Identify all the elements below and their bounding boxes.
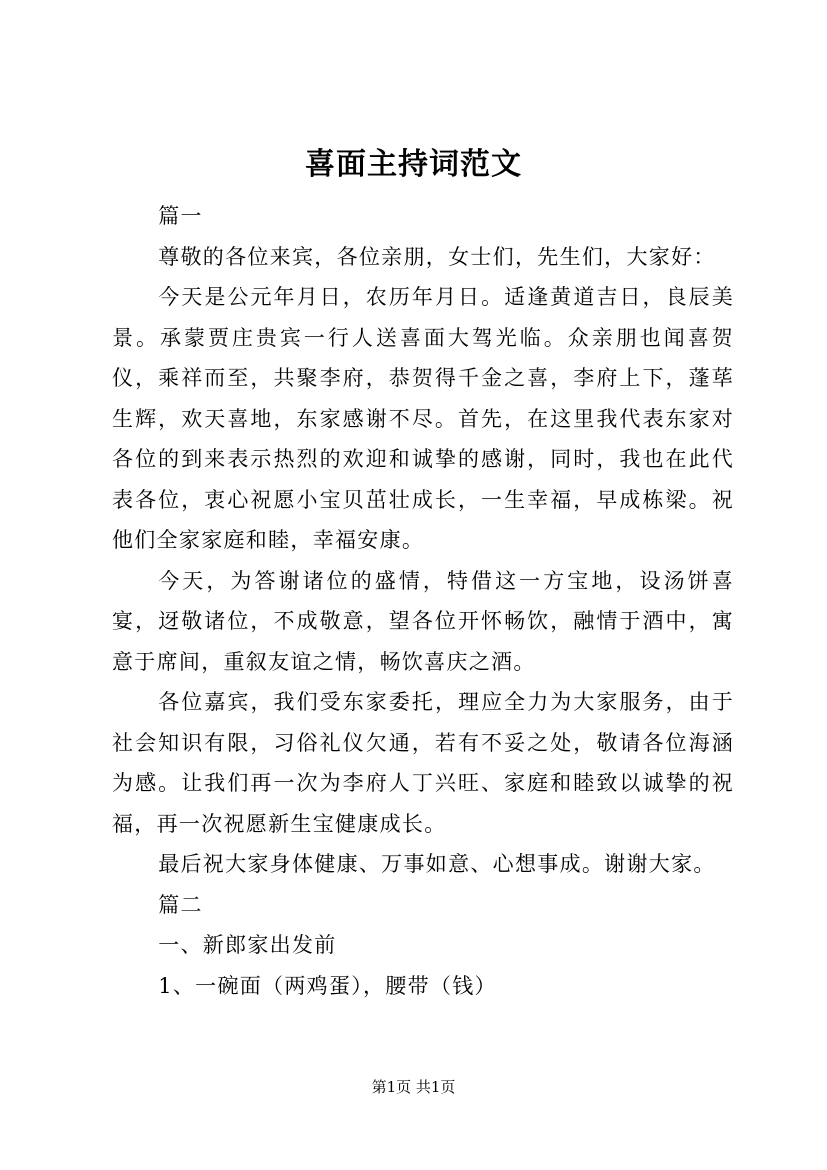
subsection-heading: 一、新郎家出发前 xyxy=(158,933,337,957)
document-title: 喜面主持词范文 xyxy=(305,147,522,182)
banquet-paragraph: 今天，为答谢诸位的盛情，特借这一方宝地，设汤饼喜宴，迓敬诸位，不成敬意，望各位开怀畅饮，融情于酒中，寓意于席间，重叙友谊之情，畅饮喜庆之酒。 xyxy=(112,568,734,674)
apology-paragraph: 各位嘉宾，我们受东家委托，理应全力为大家服务，由于社会知识有限，习俗礼仪欠通，若有不妥之处，敬请各位海涵为感。让我们再一次为李府人丁兴旺、家庭和睦致以诚挚的祝福，再一次祝愿新生宝健康成长。 xyxy=(112,690,734,836)
opening-paragraph: 今天是公元年月日，农历年月日。适逢黄道吉日，良辰美景。承蒙贾庄贵宾一行人送喜面大驾光临。众亲朋也闻喜贺仪，乘祥而至，共聚李府，恭贺得千金之喜，李府上下，蓬荜生辉，欢天喜地，东家感谢不尽。首先，在这里我代表东家对各位的到来表示热烈的欢迎和诚挚的感谢，同时，我也在此代表各位，衷心祝愿小宝贝茁壮成长，一生幸福，早成栋梁。祝他们全家家庭和睦，幸福安康。 xyxy=(112,285,734,552)
list-item: 1、一碗面（两鸡蛋），腰带（钱） xyxy=(158,973,497,998)
section-heading-1: 篇一 xyxy=(158,204,203,228)
closing-paragraph: 最后祝大家身体健康、万事如意、心想事成。谢谢大家。 xyxy=(158,852,716,876)
page-footer: 第1页 共1页 xyxy=(371,1078,456,1096)
section-heading-2: 篇二 xyxy=(158,892,203,917)
greeting-paragraph: 尊敬的各位来宾，各位亲朋，女士们，先生们，大家好： xyxy=(158,244,716,269)
document-body xyxy=(112,196,734,1006)
